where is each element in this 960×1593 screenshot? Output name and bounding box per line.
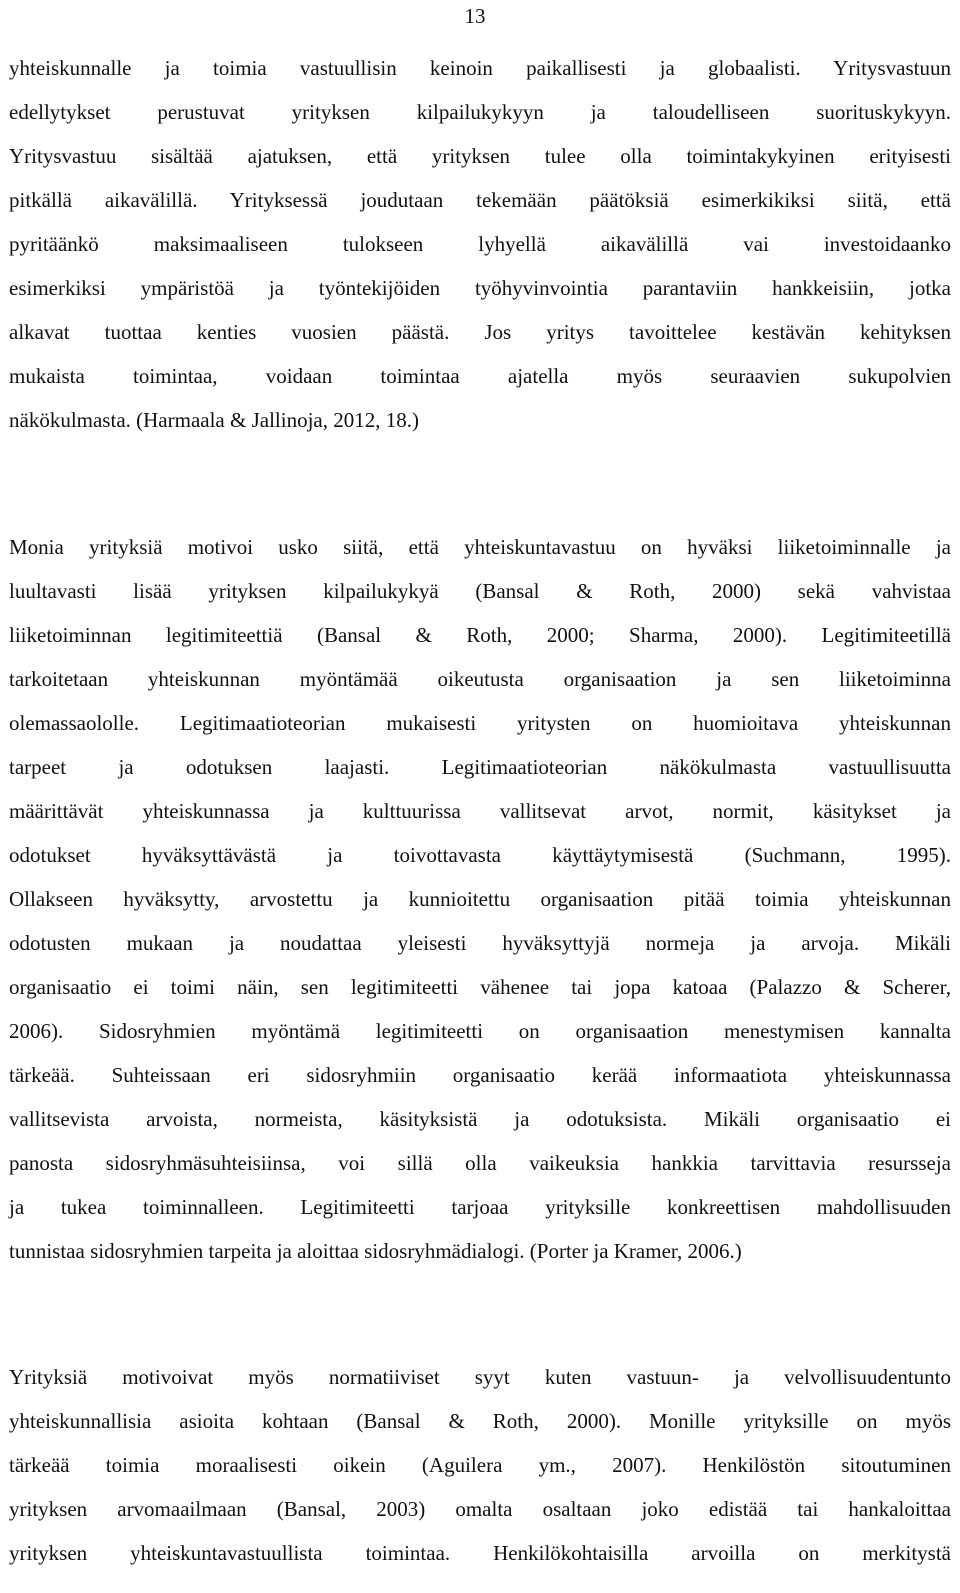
text-line: tärkeää. Suhteissaan eri sidosryhmiin organisaatio kerää informaatiota yhteiskunnassa [9, 1063, 951, 1087]
text-line: yrityksen yhteiskuntavastuullista toimintaa. Henkilökohtaisilla arvoilla on merkitystä [9, 1541, 951, 1565]
text-line: esimerkiksi ympäristöä ja työntekijöiden työhyvinvointia parantaviin hankkeisiin, jotka [9, 276, 951, 300]
text-line: pitkällä aikavälillä. Yrityksessä joudutaan tekemään päätöksiä esimerkikiksi siitä, että [9, 188, 951, 212]
text-line: ja tukea toiminnalleen. Legitimiteetti tarjoaa yrityksille konkreettisen mahdollisuuden [9, 1195, 951, 1219]
text-line: Yrityksiä motivoivat myös normatiiviset syyt kuten vastuun- ja velvollisuudentunto [9, 1365, 951, 1389]
text-line: yhteiskunnalle ja toimia vastuullisin keinoin paikallisesti ja globaalisti. Yritysvastuun [9, 56, 951, 80]
paragraph-3 [9, 1355, 951, 1575]
text-line: panosta sidosryhmäsuhteisiinsa, voi sillä olla vaikeuksia hankkia tarvittavia resursseja [9, 1151, 951, 1175]
text-line: liiketoiminnan legitimiteettiä (Bansal & Roth, 2000; Sharma, 2000). Legitimiteetillä [9, 623, 951, 647]
text-line: vallitsevista arvoista, normeista, käsityksistä ja odotuksista. Mikäli organisaatio ei [9, 1107, 951, 1131]
text-line: tärkeää toimia moraalisesti oikein (Aguilera ym., 2007). Henkilöstön sitoutuminen [9, 1453, 951, 1477]
text-line: odotusten mukaan ja noudattaa yleisesti hyväksyttyjä normeja ja arvoja. Mikäli [9, 931, 951, 955]
text-line: olemassaololle. Legitimaatioteorian mukaisesti yritysten on huomioitava yhteiskunnan [9, 711, 951, 735]
text-line: tunnistaa sidosryhmien tarpeita ja aloittaa sidosryhmädialogi. (Porter ja Kramer, 2006.) [9, 1239, 742, 1263]
text-line: Monia yrityksiä motivoi usko siitä, että yhteiskuntavastuu on hyväksi liiketoiminnalle ja [9, 535, 951, 559]
paragraph-2 [9, 525, 951, 1273]
text-line: luultavasti lisää yrityksen kilpailukykyä (Bansal & Roth, 2000) sekä vahvistaa [9, 579, 951, 603]
text-line: Ollakseen hyväksytty, arvostettu ja kunnioitettu organisaation pitää toimia yhteiskunnan [9, 887, 951, 911]
text-line: Yritysvastuu sisältää ajatuksen, että yrityksen tulee olla toimintakykyinen erityisesti [9, 144, 951, 168]
text-line: 2006). Sidosryhmien myöntämä legitimiteetti on organisaation menestymisen kannalta [9, 1019, 951, 1043]
paragraph-1 [9, 46, 951, 442]
text-line: yhteiskunnallisia asioita kohtaan (Bansal & Roth, 2000). Monille yrityksille on myös [9, 1409, 951, 1433]
text-line: mukaista toimintaa, voidaan toimintaa ajatella myös seuraavien sukupolvien [9, 364, 951, 388]
page-number: 13 [464, 4, 486, 28]
text-line: edellytykset perustuvat yrityksen kilpailukykyyn ja taloudelliseen suorituskykyyn. [9, 100, 951, 124]
text-line: odotukset hyväksyttävästä ja toivottavasta käyttäytymisestä (Suchmann, 1995). [9, 843, 951, 867]
text-line: alkavat tuottaa kenties vuosien päästä. Jos yritys tavoittelee kestävän kehityksen [9, 320, 951, 344]
text-line: yrityksen arvomaailmaan (Bansal, 2003) omalta osaltaan joko edistää tai hankaloittaa [9, 1497, 951, 1521]
text-line: pyritäänkö maksimaaliseen tulokseen lyhyellä aikavälillä vai investoidaanko [9, 232, 951, 256]
text-line: organisaatio ei toimi näin, sen legitimiteetti vähenee tai jopa katoaa (Palazzo & Scherer, [9, 975, 951, 999]
text-line: tarkoitetaan yhteiskunnan myöntämää oikeutusta organisaation ja sen liiketoiminna [9, 667, 951, 691]
text-line: määrittävät yhteiskunnassa ja kulttuurissa vallitsevat arvot, normit, käsitykset ja [9, 799, 951, 823]
text-line: tarpeet ja odotuksen laajasti. Legitimaatioteorian näkökulmasta vastuullisuutta [9, 755, 951, 779]
text-line: näkökulmasta. (Harmaala & Jallinoja, 2012, 18.) [9, 408, 419, 432]
